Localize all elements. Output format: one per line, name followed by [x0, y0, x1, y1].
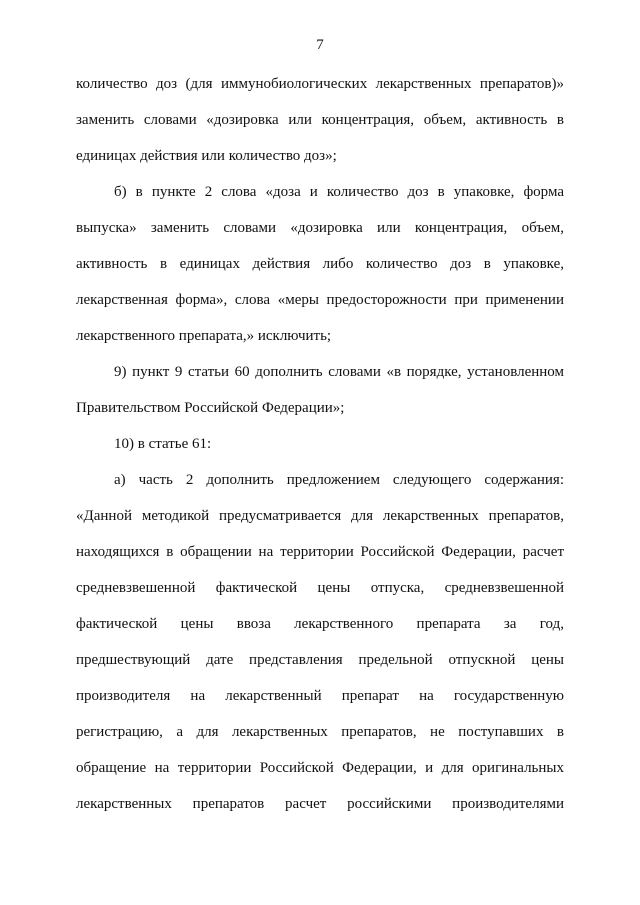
- text-line: производителя на лекарственный препарат на государственную: [76, 688, 564, 704]
- text-line: выпуска» заменить словами «дозировка или концентрация, объем,: [76, 220, 564, 236]
- text-line: «Данной методикой предусматривается для лекарственных препаратов,: [76, 508, 564, 524]
- text-line: заменить словами «дозировка или концентрация, объем, активность в: [76, 112, 564, 128]
- text-line: количество доз (для иммунобиологических лекарственных препаратов)»: [76, 76, 564, 92]
- text-line: 9) пункт 9 статьи 60 дополнить словами «в порядке, установленном: [114, 364, 564, 380]
- text-line: единицах действия или количество доз»;: [76, 148, 337, 164]
- text-line: регистрацию, а для лекарственных препаратов, не поступавших в: [76, 724, 564, 740]
- page-number: 7: [316, 37, 324, 53]
- text-line: лекарственная форма», слова «меры предосторожности при применении: [76, 292, 564, 308]
- text-line: а) часть 2 дополнить предложением следующего содержания:: [114, 472, 564, 488]
- text-line: 10) в статье 61:: [114, 436, 212, 452]
- text-line: обращение на территории Российской Федерации, и для оригинальных: [76, 760, 564, 776]
- text-line: б) в пункте 2 слова «доза и количество доз в упаковке, форма: [114, 184, 564, 200]
- text-line: находящихся в обращении на территории Российской Федерации, расчет: [76, 544, 564, 560]
- text-line: лекарственных препаратов расчет российскими производителями: [76, 796, 564, 812]
- text-line: лекарственного препарата,» исключить;: [76, 328, 332, 344]
- text-line: средневзвешенной фактической цены отпуска, средневзвешенной: [76, 580, 564, 596]
- text-line: предшествующий дате представления предельной отпускной цены: [76, 652, 564, 668]
- text-line: Правительством Российской Федерации»;: [76, 400, 345, 416]
- text-line: активность в единицах действия либо количество доз в упаковке,: [76, 256, 564, 272]
- text-line: фактической цены ввоза лекарственного препарата за год,: [76, 616, 564, 632]
